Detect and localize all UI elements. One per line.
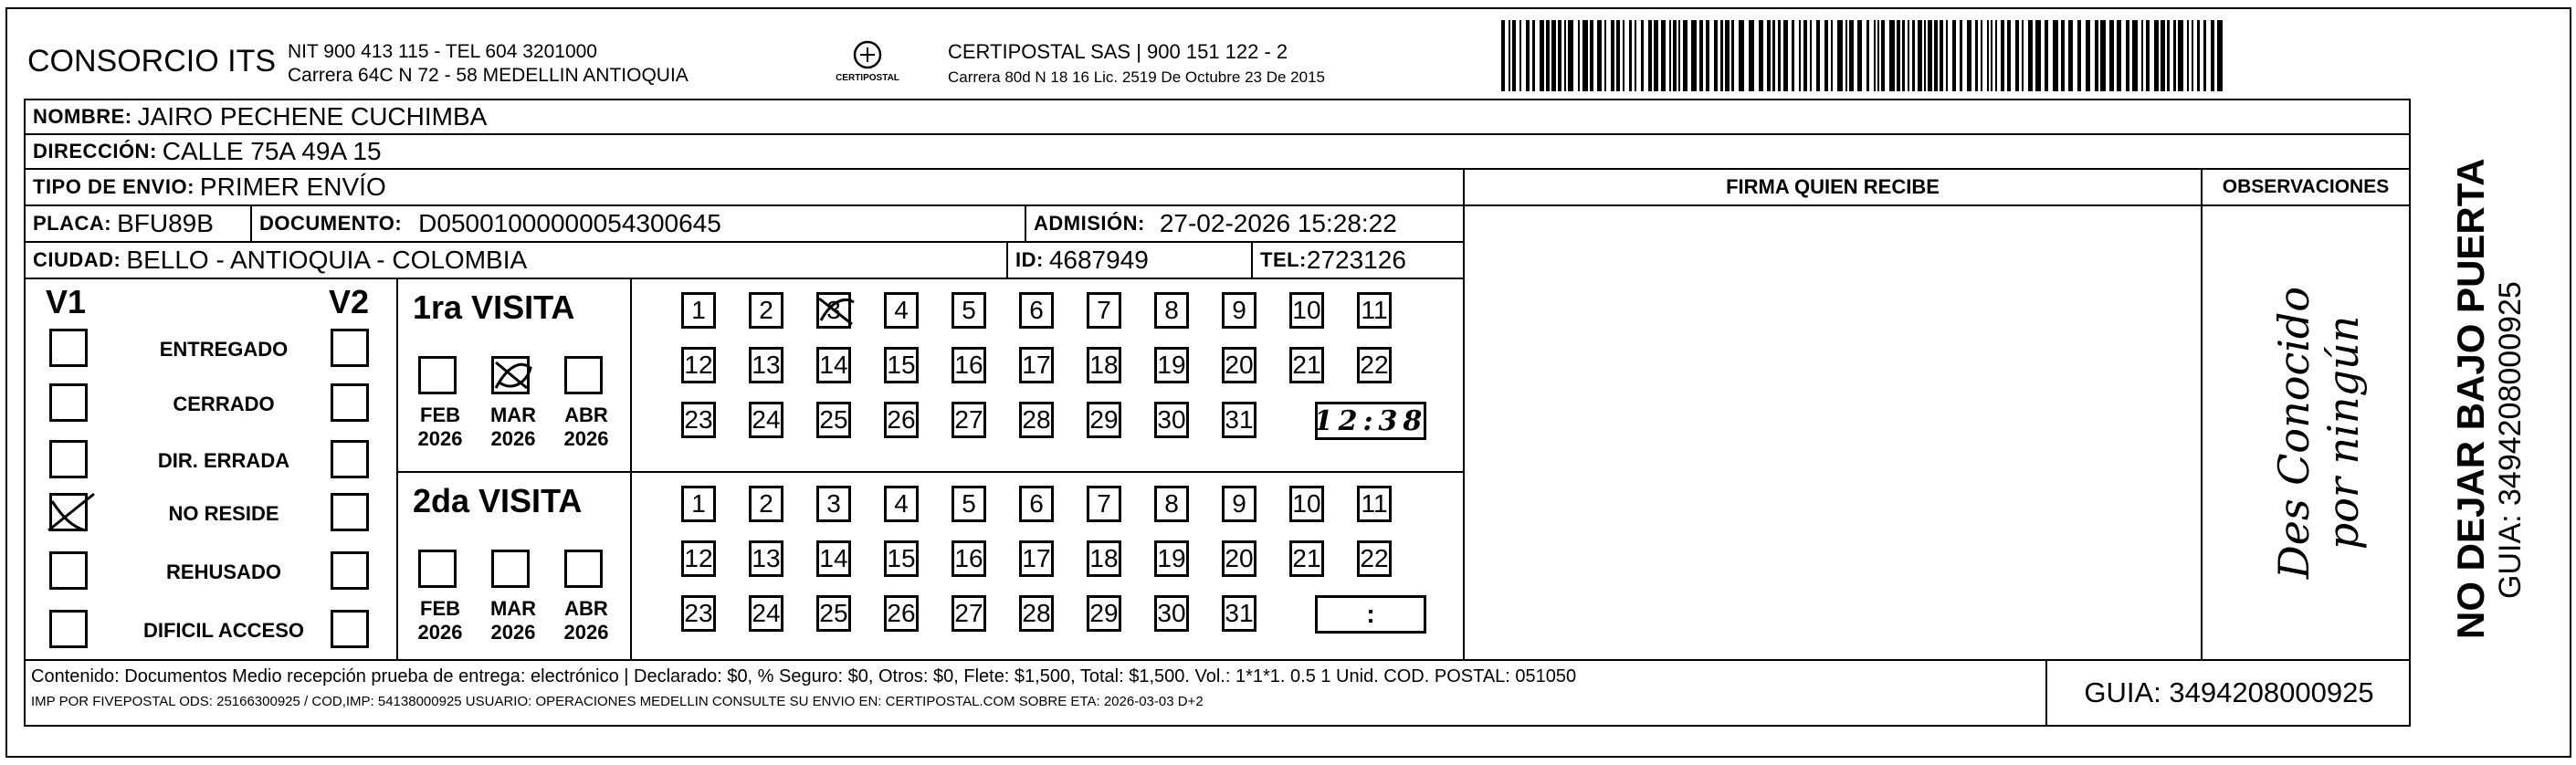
day-box[interactable]: 17 <box>1019 347 1054 383</box>
certipostal-address: Carrera 80d N 18 16 Lic. 2519 De Octubre 23 De 2015 <box>948 68 1325 86</box>
company-nit: NIT 900 413 115 - TEL 604 3201000 <box>288 41 597 62</box>
month-name: FEB <box>420 597 460 620</box>
direccion-value: CALLE 75A 49A 15 <box>162 137 382 165</box>
day-box[interactable]: 9 <box>1222 292 1256 329</box>
month-checkbox[interactable] <box>491 550 530 588</box>
day-box[interactable]: 21 <box>1289 347 1324 383</box>
month-year: 2026 <box>417 621 463 644</box>
observaciones-header: OBSERVACIONES <box>2201 168 2411 206</box>
day-box[interactable]: 26 <box>884 402 919 438</box>
day-box[interactable]: 14 <box>816 347 851 383</box>
day-box[interactable]: 23 <box>681 402 716 438</box>
admision-label: ADMISIÓN: <box>1034 212 1145 235</box>
day-box[interactable]: 19 <box>1154 347 1189 383</box>
day-box[interactable]: 28 <box>1019 595 1054 632</box>
id-label: ID: <box>1015 248 1044 271</box>
month-year: 2026 <box>563 427 609 450</box>
day-box[interactable]: 21 <box>1289 540 1324 577</box>
visit-time-box[interactable]: : <box>1315 595 1426 634</box>
day-box[interactable]: 24 <box>749 595 783 632</box>
month-year: 2026 <box>417 427 463 450</box>
day-box[interactable]: 16 <box>952 347 986 383</box>
month-checkbox[interactable] <box>418 356 457 394</box>
v1-checkbox[interactable] <box>49 440 88 478</box>
firma-area <box>1463 204 2203 661</box>
day-box[interactable]: 18 <box>1087 540 1121 577</box>
month-label <box>413 597 468 644</box>
firma-header: FIRMA QUIEN RECIBE <box>1463 168 2203 206</box>
day-box[interactable]: 15 <box>884 347 919 383</box>
day-box[interactable]: 6 <box>1019 292 1054 329</box>
day-box[interactable]: 25 <box>816 595 851 632</box>
day-box[interactable]: 15 <box>884 540 919 577</box>
admision-value: 27-02-2026 15:28:22 <box>1159 209 1397 237</box>
day-box[interactable]: 4 <box>884 486 919 522</box>
day-box[interactable]: 27 <box>952 595 986 632</box>
documento-cell <box>250 204 1026 243</box>
month-year: 2026 <box>490 427 536 450</box>
day-box[interactable]: 31 <box>1222 595 1256 632</box>
v1-checkbox[interactable] <box>49 610 88 648</box>
day-box[interactable]: 12 <box>681 540 716 577</box>
day-box[interactable]: 13 <box>749 540 783 577</box>
v2-checkbox[interactable] <box>331 329 369 367</box>
observation-handwriting-text: Des Conocido por ningún <box>2269 286 2368 580</box>
day-box[interactable]: 3 <box>816 292 851 329</box>
visit2-divider <box>630 471 632 661</box>
day-box[interactable]: 22 <box>1357 347 1392 383</box>
v1-checkbox[interactable] <box>49 329 88 367</box>
month-year: 2026 <box>490 621 536 644</box>
month-year: 2026 <box>563 621 609 644</box>
day-box[interactable]: 27 <box>952 402 986 438</box>
tel-value: 2723126 <box>1306 246 1406 274</box>
nombre-row <box>24 99 2411 135</box>
v1-checkbox[interactable] <box>49 551 88 590</box>
tipo-row <box>24 168 1465 206</box>
footer-line2: IMP POR FIVEPOSTAL ODS: 25166300925 / COD,IMP: 54138000925 USUARIO: OPERACIONES MEDELLIN CONSULTE SU ENVIO EN: CERTIPOSTAL.COM SOBRE ETA: 2026-03-03 D+2 <box>31 694 1204 709</box>
month-checkbox[interactable] <box>418 550 457 588</box>
day-box[interactable]: 4 <box>884 292 919 329</box>
barcode <box>1501 20 2232 91</box>
company-address: Carrera 64C N 72 - 58 MEDELLIN ANTIOQUIA <box>288 65 689 86</box>
day-box[interactable]: 26 <box>884 595 919 632</box>
tel-label: TEL: <box>1260 248 1307 271</box>
v1-checkbox[interactable] <box>49 383 88 422</box>
day-box[interactable]: 23 <box>681 595 716 632</box>
month-name: MAR <box>489 597 537 620</box>
day-box[interactable]: 30 <box>1154 595 1189 632</box>
day-box[interactable]: 22 <box>1357 540 1392 577</box>
day-box[interactable]: 25 <box>816 402 851 438</box>
footer-line1: Contenido: Documentos Medio recepción prueba de entrega: electrónico | Declarado: $0, % Seguro: $0, Otros: $0, Flete: $1,500, Total: $1,500. Vol.: 1*1*1. 0.5 1 Unid. COD. POSTAL: 051050 <box>31 666 1577 686</box>
day-box[interactable]: 5 <box>952 486 986 522</box>
month-label <box>486 597 541 644</box>
id-value: 4687949 <box>1048 246 1149 274</box>
day-box[interactable]: 12 <box>681 347 716 383</box>
day-box[interactable]: 14 <box>816 540 851 577</box>
day-box[interactable]: 10 <box>1289 486 1324 522</box>
day-box[interactable]: 11 <box>1357 292 1392 329</box>
certipostal-logo <box>826 37 909 91</box>
side-line1: NO DEJAR BAJO PUERTA <box>2448 158 2492 639</box>
documento-label: DOCUMENTO: <box>259 212 403 235</box>
day-box[interactable]: 24 <box>749 402 783 438</box>
direccion-label: DIRECCIÓN: <box>33 140 157 162</box>
day-box[interactable]: 31 <box>1222 402 1256 438</box>
month-checkbox[interactable] <box>564 550 603 588</box>
day-box[interactable]: 17 <box>1019 540 1054 577</box>
month-name: ABR <box>564 597 608 620</box>
day-box[interactable]: 16 <box>952 540 986 577</box>
visit-time-box[interactable]: 12:38 <box>1315 402 1426 440</box>
day-box[interactable]: 5 <box>952 292 986 329</box>
ciudad-value: BELLO - ANTIOQUIA - COLOMBIA <box>126 246 528 274</box>
day-box[interactable]: 11 <box>1357 486 1392 522</box>
v2-label: V2 <box>329 283 370 320</box>
month-label <box>559 403 614 451</box>
v2-checkbox[interactable] <box>331 610 369 648</box>
visit-title: 1ra VISITA <box>413 288 575 326</box>
day-box[interactable]: 29 <box>1087 595 1121 632</box>
status-option-label: NO RESIDE <box>168 502 279 525</box>
tel-cell <box>1251 241 1465 279</box>
day-box[interactable]: 1 <box>681 486 716 522</box>
month-label <box>413 403 468 451</box>
logo-text: CERTIPOSTAL <box>836 73 899 83</box>
day-box[interactable]: 2 <box>749 292 783 329</box>
v1-checkbox[interactable] <box>49 493 88 531</box>
day-box[interactable]: 28 <box>1019 402 1054 438</box>
v2-checkbox[interactable] <box>331 383 369 422</box>
side-line2: GUIA: 3494208000925 <box>2492 281 2528 599</box>
v1-label: V1 <box>46 283 87 320</box>
status-option-label: CERRADO <box>173 393 275 415</box>
day-box[interactable]: 8 <box>1154 486 1189 522</box>
day-box[interactable]: 13 <box>749 347 783 383</box>
nombre-label: NOMBRE: <box>33 105 132 128</box>
month-label <box>559 597 614 644</box>
day-box[interactable]: 3 <box>816 486 851 522</box>
direccion-row <box>24 133 2411 170</box>
month-checkbox[interactable] <box>491 356 530 394</box>
certipostal-nit: CERTIPOSTAL SAS | 900 151 122 - 2 <box>948 40 1288 63</box>
day-box[interactable]: 9 <box>1222 486 1256 522</box>
day-box[interactable]: 1 <box>681 292 716 329</box>
id-cell <box>1006 241 1253 279</box>
admision-cell <box>1025 204 1465 243</box>
footer-guia: GUIA: 3494208000925 <box>2045 659 2411 727</box>
day-box[interactable]: 10 <box>1289 292 1324 329</box>
tipo-value: PRIMER ENVÍO <box>199 173 386 201</box>
month-label <box>486 403 541 451</box>
day-box[interactable]: 20 <box>1222 540 1256 577</box>
documento-value: D05001000000054300645 <box>418 209 721 237</box>
visit1-divider <box>630 278 632 473</box>
day-box[interactable]: 2 <box>749 486 783 522</box>
placa-label: PLACA: <box>33 212 112 235</box>
placa-value: BFU89B <box>117 209 214 237</box>
visit-title: 2da VISITA <box>413 482 583 519</box>
day-box[interactable]: 30 <box>1154 402 1189 438</box>
nombre-value: JAIRO PECHENE CUCHIMBA <box>137 102 488 131</box>
day-box[interactable]: 18 <box>1087 347 1121 383</box>
ciudad-cell <box>24 241 1008 279</box>
v2-checkbox[interactable] <box>331 493 369 531</box>
status-option-label: REHUSADO <box>166 561 281 583</box>
month-name: ABR <box>564 403 608 426</box>
placa-cell <box>24 204 252 243</box>
day-box[interactable]: 6 <box>1019 486 1054 522</box>
month-name: MAR <box>489 403 537 426</box>
tipo-label: TIPO DE ENVIO: <box>33 175 195 198</box>
status-option-label: DIFICIL ACCESO <box>142 619 304 642</box>
v2-checkbox[interactable] <box>331 551 369 590</box>
status-option-label: ENTREGADO <box>159 338 289 361</box>
v2-checkbox[interactable] <box>331 440 369 478</box>
month-name: FEB <box>420 403 460 426</box>
company-name: CONSORCIO ITS <box>27 44 277 79</box>
day-box[interactable]: 20 <box>1222 347 1256 383</box>
day-box[interactable]: 29 <box>1087 402 1121 438</box>
day-box[interactable]: 8 <box>1154 292 1189 329</box>
day-box[interactable]: 7 <box>1087 486 1121 522</box>
day-box[interactable]: 19 <box>1154 540 1189 577</box>
status-option-label: DIR. ERRADA <box>157 449 290 472</box>
ciudad-label: CIUDAD: <box>33 248 121 271</box>
month-checkbox[interactable] <box>564 356 603 394</box>
day-box[interactable]: 7 <box>1087 292 1121 329</box>
